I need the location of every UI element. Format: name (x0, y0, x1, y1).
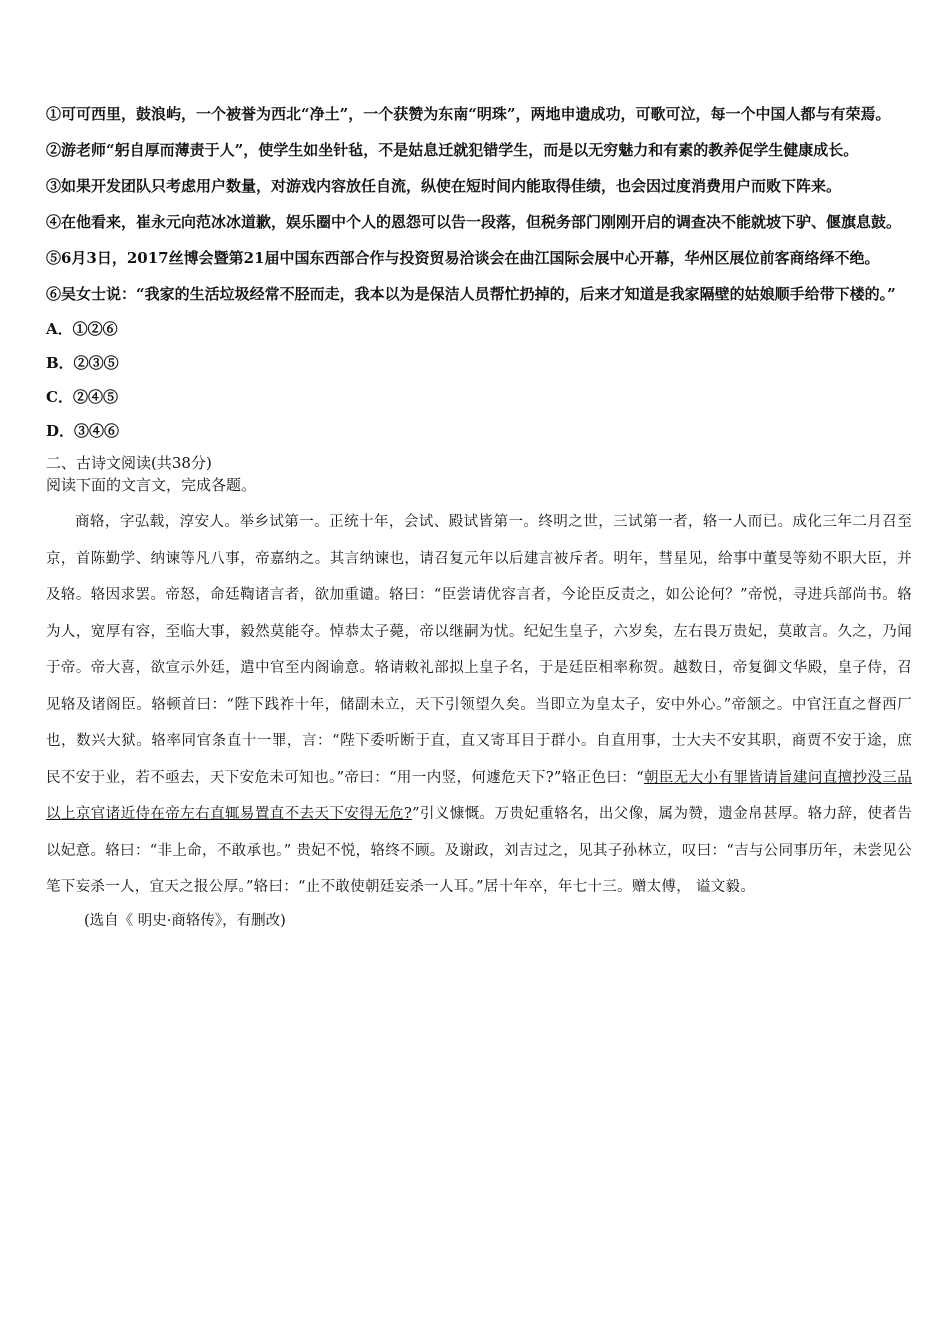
passage-text-after: ”引义慷慨。万贵妃重辂名，出父像，属为赞，遗金帛甚厚。辂力辞，使者告以妃意。辂曰：“非上命，不敢承也。” 贵妃不悦，辂终不顾。及谢政，刘吉过之，见其子孙林立，叹曰：“吉与公同事历年，未尝见公笔下妄杀一人，宜天之报公厚。”辂曰：“止不敢使朝廷妄杀一人耳。”居十年卒，年七十三。赠太傅， 谥文毅。 (46, 806, 912, 895)
section-title: 二、古诗文阅读(共38分) (46, 454, 212, 472)
instruction: 阅读下面的文言文，完成各题。 (46, 476, 257, 494)
option-c: C．②④⑤ (46, 388, 118, 406)
passage-text-before: 商辂，字弘载，淳安人。举乡试第一。正统十年，会试、殿试皆第一。终明之世，三试第一者，辂一人而已。成化三年二月召至京，首陈勤学、纳谏等凡八事，帝嘉纳之。其言纳谏也，请召复元年以后建言被斥者。明年，彗星见，给事中董旻等劾不职大臣，并及辂。辂因求罢。帝怒，命廷鞫诸言者，欲加重谴。辂曰：“臣尝请优容言者，今论臣反责之，如公论何？”帝悦，寻进兵部尚书。辂为人，宽厚有容，至临大事，毅然莫能夺。悼恭太子薨，帝以继嗣为忧。纪妃生皇子，六岁矣，左右畏万贵妃，莫敢言。久之，乃闻于帝。帝大喜，欲宣示外廷，遣中官至内阁谕意。辂请敕礼部拟上皇子名，于是廷臣相率称贺。越数日，帝复御文华殿，皇子侍，召见辂及诸阁臣。辂顿首曰：“陛下践祚十年，储副未立，天下引领望久矣。当即立为皇太子，安中外心。”帝颔之。中官汪直之督西厂也，数兴大狱。辂率同官条直十一罪，言：“陛下委听断于直，直又寄耳目于群小。自直用事，士大夫不安其职，商贾不安于途，庶民不安于业，若不亟去，天下安危未可知也。”帝曰：“用一内竖，何遽危天下?”辂正色曰：“ (46, 514, 912, 786)
passage-underlined-sentence: 朝臣无大小有罪皆请旨建问直擅抄没三品以上京官诸近侍在帝左右直辄易置直不去天下安得无危? (46, 769, 912, 822)
item-5: ⑤6月3日，2017丝博会暨第21届中国东西部合作与投资贸易洽谈会在曲江国际会展中心开幕，华州区展位前客商络绎不绝。 (46, 249, 880, 267)
answer-options (46, 312, 912, 448)
item-6: ⑥吴女士说：“我家的生活垃圾经常不胫而走，我本以为是保洁人员帮忙扔掉的，后来才知道是我家隔壁的姑娘顺手给带下楼的。” (46, 285, 896, 303)
item-3: ③如果开发团队只考虑用户数量，对游戏内容放任自流，纵使在短时间内能取得佳绩，也会因过度消费用户而败下阵来。 (46, 177, 842, 195)
question-items (46, 96, 912, 312)
item-4: ④在他看来，崔永元向范冰冰道歉，娱乐圈中个人的恩怨可以告一段落，但税务部门刚刚开启的调查决不能就坡下驴、偃旗息鼓。 (46, 213, 902, 231)
item-1: ①可可西里，鼓浪屿，一个被誉为西北“净土”，一个获赞为东南“明珠”，两地申遗成功，可歌可泣，每一个中国人都与有荣焉。 (46, 105, 891, 123)
item-2: ②游老师“躬自厚而薄责于人”，使学生如坐针毡，不是姑息迁就犯错学生，而是以无穷魅力和有素的教养促学生健康成长。 (46, 141, 859, 159)
classical-passage (46, 504, 912, 906)
document-page (46, 96, 912, 936)
option-a: A．①②⑥ (46, 320, 118, 338)
option-b: B．②③⑤ (46, 354, 119, 372)
passage-source: (选自《 明史·商辂传》，有删改) (84, 912, 286, 929)
option-d: D．③④⑥ (46, 422, 120, 440)
